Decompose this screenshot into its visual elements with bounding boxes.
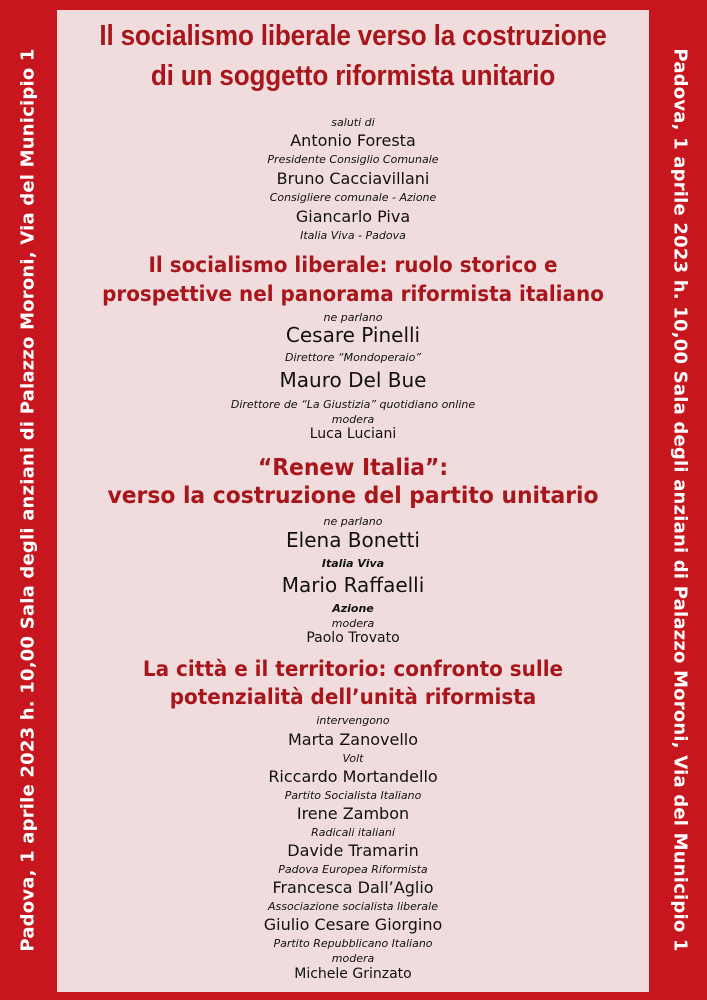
sidebar-text-right: Padova, 1 aprile 2023 h. 10,00 Sala degli anziani di Palazzo Moroni, Via del Municipio 1 (669, 48, 691, 952)
section1-heading-line-2: prospettive nel panorama riformista italiano (102, 282, 604, 306)
speaker-role: Volt (342, 752, 364, 765)
speaker-name: Marta Zanovello (287, 730, 419, 749)
speaker-name: Cesare Pinelli (285, 323, 421, 347)
speaker-role: Direttore “Mondoperaio” (284, 351, 422, 364)
speaker-role: Azione (332, 602, 374, 615)
section1-heading-line-1: Il socialismo liberale: ruolo storico e (148, 253, 558, 277)
section2-heading-line-1: “Renew Italia”: (257, 455, 449, 481)
speaker-name: Giulio Cesare Giorgino (263, 915, 443, 934)
speaker-role: Radicali italiani (311, 826, 395, 839)
speaker-role: Partito Repubblicano Italiano (273, 937, 433, 950)
section1-moderator: Luca Luciani (309, 426, 397, 442)
section3-moderator: Michele Grinzato (294, 966, 412, 982)
greeting-name: Bruno Cacciavillani (276, 169, 430, 188)
section3-intro: intervengono (316, 714, 390, 727)
greetings-intro: saluti di (331, 116, 375, 129)
title-line-1: Il socialismo liberale verso la costruzione (99, 20, 607, 52)
greeting-role: Italia Viva - Padova (300, 229, 406, 242)
speaker-role: Italia Viva (321, 557, 385, 570)
sidebar-text-left: Padova, 1 aprile 2023 h. 10,00 Sala degli anziani di Palazzo Moroni, Via del Municipio 1 (17, 48, 39, 952)
section1-moderator-label: modera (331, 413, 375, 426)
speaker-role: Partito Socialista Italiano (284, 789, 422, 802)
speaker-name: Francesca Dall’Aglio (272, 878, 434, 897)
speaker-name: Elena Bonetti (286, 528, 420, 552)
title-line-2: di un soggetto riformista unitario (150, 60, 556, 92)
speaker-name: Irene Zambon (296, 804, 410, 823)
speaker-name: Mario Raffaelli (281, 573, 425, 597)
section3-heading-line-1: La città e il territorio: confronto sulle (142, 657, 564, 681)
speaker-name: Davide Tramarin (287, 841, 419, 860)
speaker-role: Associazione socialista liberale (267, 900, 438, 913)
speaker-name: Mauro Del Bue (279, 368, 427, 392)
section3-heading-line-2: potenzialità dell’unità riformista (169, 685, 537, 709)
section1-intro: ne parlano (323, 311, 383, 324)
speaker-role: Direttore de “La Giustizia” quotidiano online (230, 398, 476, 411)
section2-moderator: Paolo Trovato (306, 630, 400, 646)
poster-panel (57, 10, 649, 992)
speaker-role: Padova Europea Riformista (278, 863, 428, 876)
section3-moderator-label: modera (331, 952, 375, 965)
section2-intro: ne parlano (323, 515, 383, 528)
greeting-role: Consigliere comunale - Azione (269, 191, 437, 204)
section2-heading-line-2: verso la costruzione del partito unitario (107, 483, 599, 509)
greeting-name: Antonio Foresta (290, 131, 416, 150)
section2-moderator-label: modera (331, 617, 375, 630)
greeting-role: Presidente Consiglio Comunale (267, 153, 439, 166)
greeting-name: Giancarlo Piva (295, 207, 411, 226)
speaker-name: Riccardo Mortandello (268, 767, 438, 786)
